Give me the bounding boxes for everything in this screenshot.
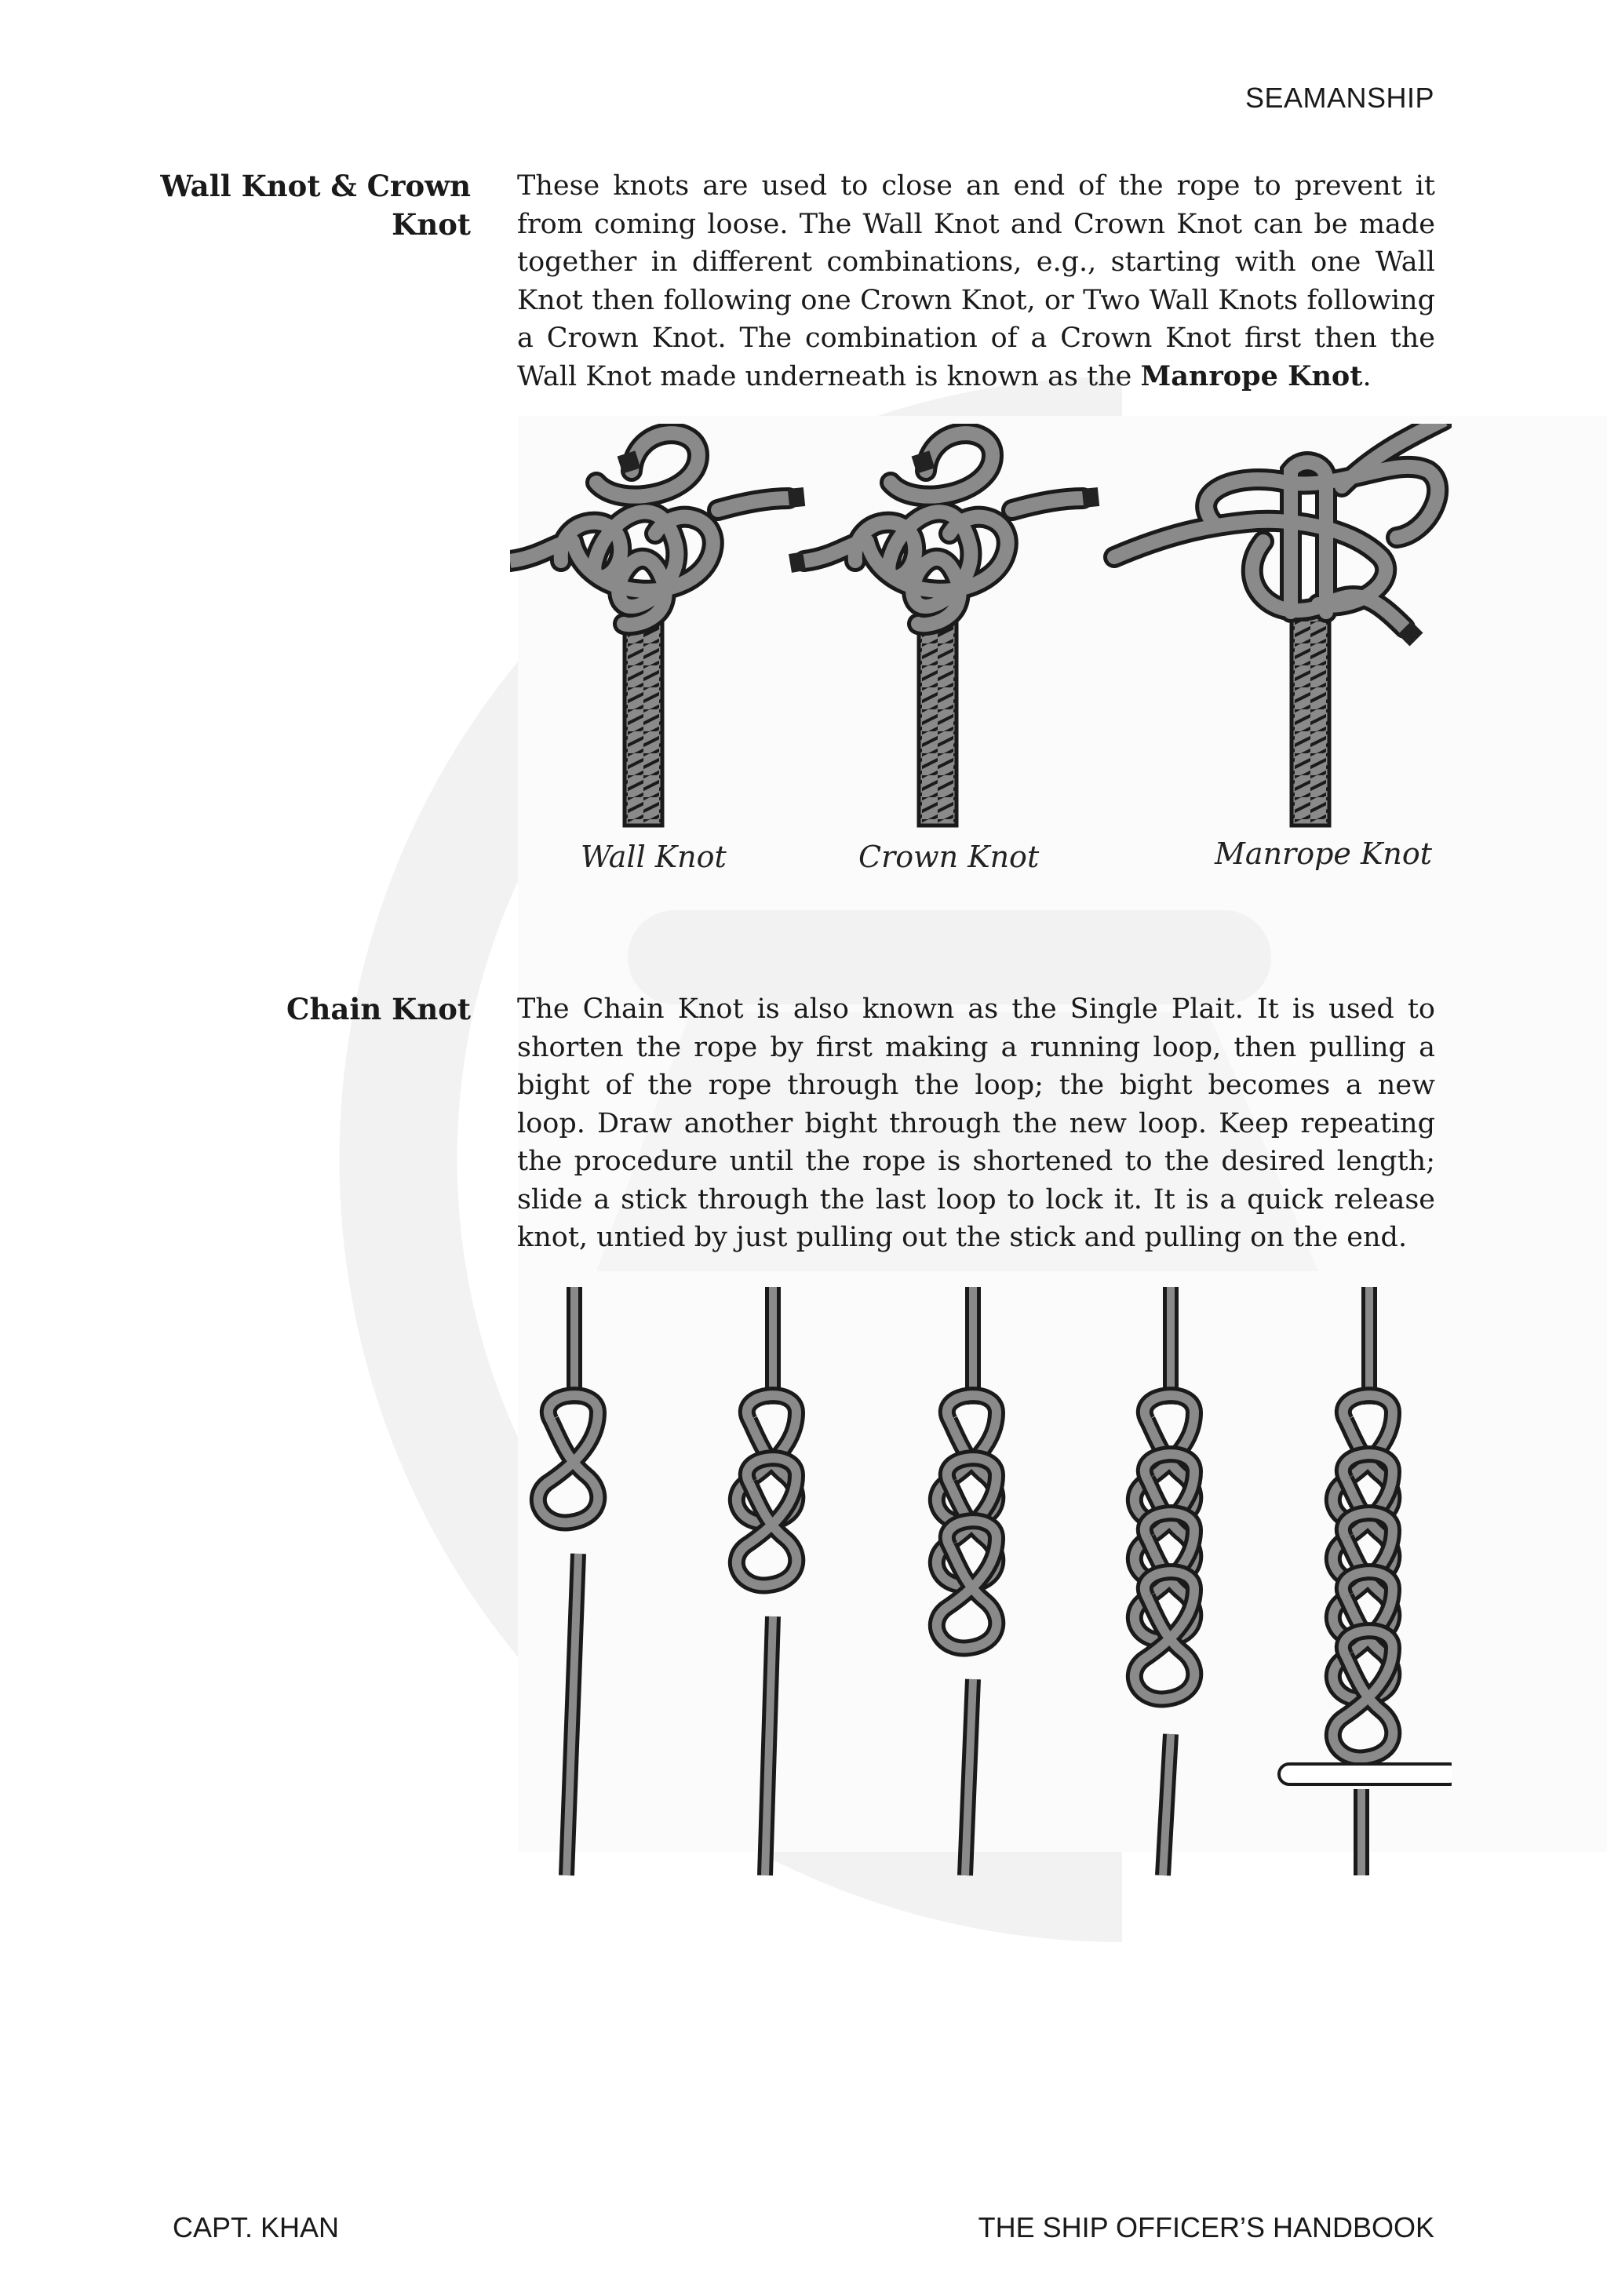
chain-knot-stage-1 [538, 1287, 598, 1875]
chain-knot-stage-2 [737, 1287, 796, 1875]
section-body-wall-crown [517, 167, 1435, 395]
chain-knot-stage-4 [1135, 1287, 1194, 1875]
body-emphasis: Manrope Knot [1140, 359, 1363, 392]
crown-knot-illustration [790, 433, 1099, 825]
section-label-wall-crown [157, 167, 471, 244]
manrope-knot-illustration [1114, 424, 1452, 825]
section-label-chain-knot: Chain Knot [286, 992, 471, 1026]
caption-wall-knot: Wall Knot [581, 840, 727, 874]
section-label-line: Wall Knot & Crown [160, 169, 471, 203]
section-label-line: Knot [392, 207, 471, 242]
footer-author: CAPT. KHAN [173, 2211, 340, 2243]
caption-crown-knot: Crown Knot [858, 840, 1040, 874]
footer-book-title: THE SHIP OFFICER’S HANDBOOK [978, 2211, 1434, 2243]
wall-knot-illustration [510, 433, 804, 825]
locking-stick [1279, 1764, 1452, 1784]
section-body-chain-knot: The Chain Knot is also known as the Single Plait. It is used to shorten the rope by first making a running loop, then pulling a bight of the rope through the loop; the bight becomes a new loop. Draw another bight through the new loop. Keep repeating the procedure until the rope is shortened to the desired length; slide a stick through the last loop to lock it. It is a quick release knot, untied by just pulling out the stick and pulling on the end. [517, 993, 1435, 1253]
caption-manrope-knot: Manrope Knot [1215, 836, 1432, 871]
chain-knot-stage-5 [1279, 1287, 1452, 1875]
body-text: These knots are used to close an end of the rope to prevent it from coming loose. The Wall Knot and Crown Knot can be made together in different combinations, e.g., starting with one Wall Knot then following one Crown Knot, or Two Wall Knots following a Crown Knot. The combination of a Crown Knot first then the Wall Knot made underneath is known as the [517, 170, 1435, 392]
wall-crown-manrope-figure [510, 424, 1452, 832]
chain-knot-figure [510, 1287, 1452, 1883]
chain-knot-stage-3 [937, 1287, 997, 1875]
running-header: SEAMANSHIP [1244, 82, 1434, 114]
body-text-end: . [1362, 360, 1372, 392]
